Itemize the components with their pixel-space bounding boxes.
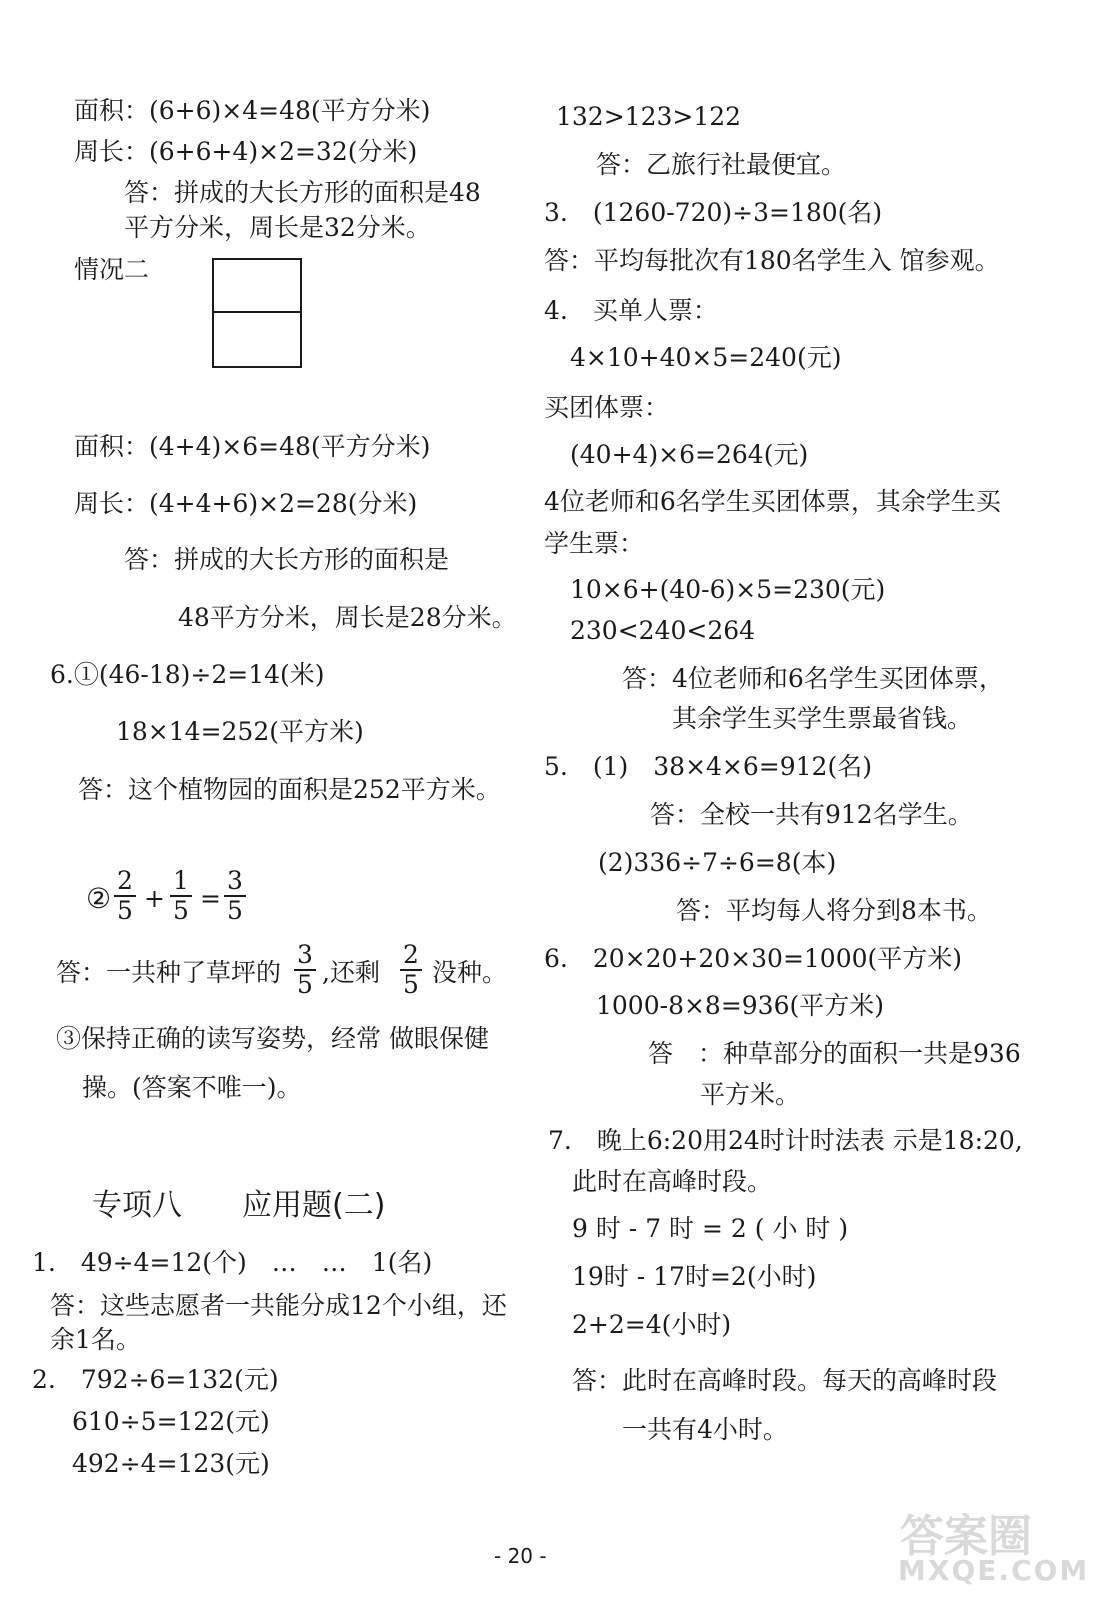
answer-line: 答：全校一共有912名学生。 [650, 800, 973, 829]
fraction-numerator: 2 [403, 940, 419, 969]
answer-line: 其余学生买学生票最省钱。 [672, 704, 973, 733]
text-line: 面积：(4+4)×6=48(平方分米) [74, 432, 431, 461]
fraction-denominator: 5 [173, 896, 189, 925]
text-line: 6.①(46-18)÷2=14(米) [50, 660, 325, 689]
fraction-denominator: 5 [117, 896, 133, 925]
text-line: (2)336÷7÷6=8(本) [598, 848, 837, 877]
watermark-logo: 答案圈 [900, 1511, 1032, 1562]
text-line: 5. (1) 38×4×6=912(名) [544, 752, 872, 781]
answer-line: 答：平均每人将分到8本书。 [676, 896, 992, 925]
page-number: - 20 - [494, 1544, 547, 1568]
section-title: 专项八 应用题(二) [92, 1188, 386, 1223]
text-line: 1000-8×8=936(平方米) [596, 991, 885, 1020]
answer-line: ,还剩 [322, 958, 380, 987]
text-line: 610÷5=122(元) [72, 1407, 270, 1436]
answer-line: 答 ：种草部分的面积一共是936 [648, 1039, 1021, 1068]
text-line: 操。(答案不唯一)。 [82, 1073, 302, 1102]
rectangle-divider [212, 311, 300, 313]
answer-line: 答：这个植物园的面积是252平方米。 [78, 775, 501, 804]
answer-line: 平方分米，周长是32分米。 [124, 213, 431, 242]
answer-line: 没种。 [432, 958, 508, 987]
text-line: 9 时 - 7 时 = 2 ( 小 时 ) [572, 1214, 849, 1243]
fraction [294, 942, 316, 998]
equals-sign: = [200, 884, 221, 913]
text-line: 4. 买单人票： [544, 296, 718, 325]
answer-line: 答：拼成的大长方形的面积是48 [124, 178, 481, 207]
text-line: 周长：(6+6+4)×2=32(分米) [74, 137, 418, 166]
answer-line: 答：拼成的大长方形的面积是 [124, 545, 450, 574]
answer-line: 48平方分米，周长是28分米。 [178, 603, 517, 632]
answer-line: 答：此时在高峰时段。每天的高峰时段 [572, 1366, 998, 1395]
answer-line: 答：4位老师和6名学生买团体票， [622, 664, 1004, 693]
answer-line: 余1名。 [50, 1325, 141, 1354]
fraction-numerator: 3 [227, 866, 243, 895]
answer-line: 一共有4小时。 [622, 1415, 788, 1444]
fraction-denominator: 5 [227, 896, 243, 925]
answer-line: 平方米。 [700, 1080, 801, 1109]
text-line: 7. 晚上6:20用24时计时法表 示是18:20, [548, 1126, 1023, 1155]
text-line: 1. 49÷4=12(个) … … 1(名) [32, 1248, 433, 1277]
text-line: 周长：(4+4+6)×2=28(分米) [74, 489, 418, 518]
text-line: 10×6+(40-6)×5=230(元) [570, 575, 886, 604]
fraction-numerator: 1 [173, 866, 189, 895]
text-line: 230<240<264 [570, 616, 756, 645]
text-line: 132>123>122 [556, 102, 742, 131]
text-line: 4位老师和6名学生买团体票，其余学生买 [544, 487, 1001, 516]
fraction [114, 868, 136, 924]
answer-line: 答：乙旅行社最便宜。 [596, 150, 847, 179]
answer-line: 答：一共种了草坪的 [56, 958, 282, 987]
text-line: 492÷4=123(元) [72, 1449, 270, 1478]
fraction-denominator: 5 [297, 970, 313, 999]
fraction [224, 868, 246, 924]
answer-line: 答：平均每批次有180名学生入 馆参观。 [544, 246, 1000, 275]
text-line: ③保持正确的读写姿势，经常 做眼保健 [56, 1024, 489, 1053]
text-line: 19时 - 17时=2(小时) [572, 1262, 817, 1291]
text-line: 2. 792÷6=132(元) [32, 1365, 279, 1394]
text-line: 6. 20×20+20×30=1000(平方米) [544, 944, 963, 973]
fraction-numerator: 2 [117, 866, 133, 895]
text-line: 学生票： [544, 529, 645, 558]
rectangle-diagram [212, 258, 302, 368]
text-line: 4×10+40×5=240(元) [570, 343, 842, 372]
watermark-url: MXQE.COM [898, 1554, 1090, 1587]
text-line: 面积：(6+6)×4=48(平方分米) [74, 96, 431, 125]
equation-prefix: ② [86, 882, 112, 915]
fraction-denominator: 5 [403, 970, 419, 999]
fraction-numerator: 3 [297, 940, 313, 969]
text-line: (40+4)×6=264(元) [570, 440, 809, 469]
plus-sign: + [144, 884, 165, 913]
text-line: 18×14=252(平方米) [116, 717, 364, 746]
text-line: 此时在高峰时段。 [572, 1167, 773, 1196]
case-label: 情况二 [74, 255, 150, 284]
text-line: 2+2=4(小时) [572, 1310, 732, 1339]
text-line: 买团体票： [544, 393, 670, 422]
text-line: 3. (1260-720)÷3=180(名) [544, 198, 883, 227]
fraction [400, 942, 422, 998]
answer-line: 答：这些志愿者一共能分成12个小组，还 [50, 1291, 507, 1320]
fraction [170, 868, 192, 924]
